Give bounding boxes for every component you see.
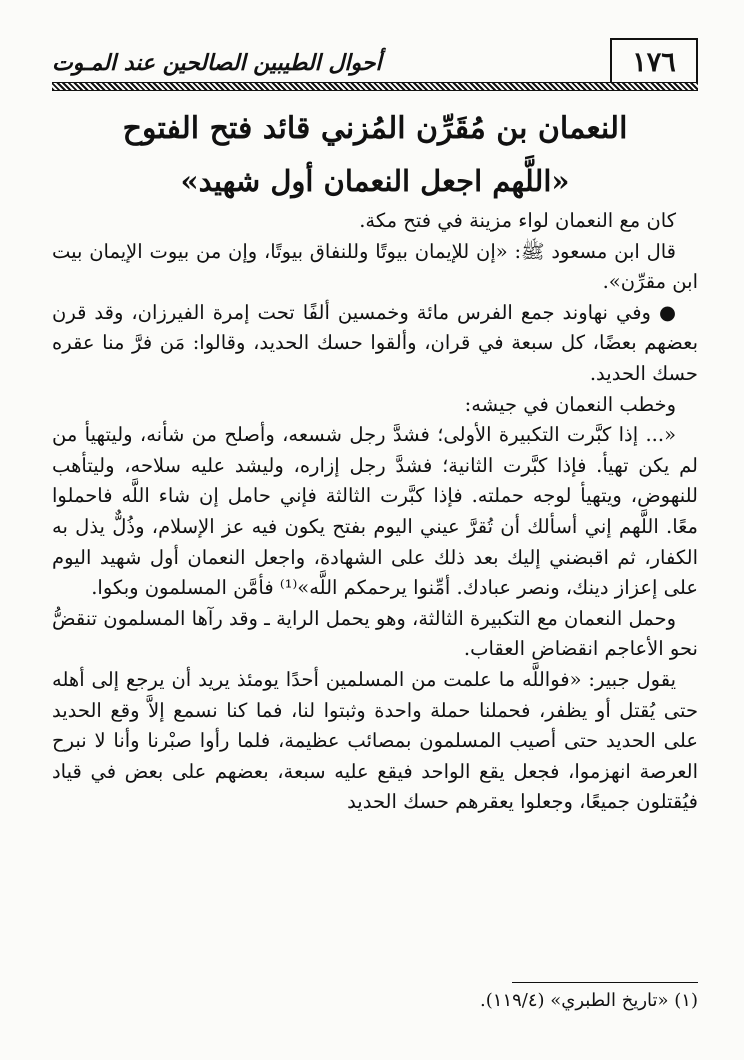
paragraph: قال ابن مسعود ﷺ: «إن للإيمان بيوتًا وللنفاق بيوتًا، وإن من بيوت الإيمان بيت ابن مقرِّن». [52, 239, 698, 294]
page-number: ١٧٦ [610, 38, 698, 84]
footnote-divider [512, 982, 698, 983]
chapter-subtitle: «اللَّهم اجعل النعمان أول شهيد» [180, 164, 570, 198]
chapter-title: النعمان بن مُقَرِّن المُزني قائد فتح الفتوح [122, 111, 628, 146]
paragraph: ● وفي نهاوند جمع الفرس مائة وخمسين ألفًا تحت إمرة الفيرزان، وقد قرن بعضهم بعضًا، كل سبعة في قران، وألقوا حسك الحديد، وقالوا: مَن فرَّ منا عقره حسك الحديد. [52, 300, 699, 385]
header-rule [52, 82, 698, 91]
paragraph: وخطب النعمان في جيشه: [464, 392, 676, 416]
running-title: أحوال الطيبين الصالحين عند المـوت [52, 50, 382, 76]
paragraph: يقول جبير: «فواللَّه ما علمت من المسلمين أحدًا يومئذ يريد أن يرجع إلى أهله حتى يُقتل أو يظفر، فحملنا حملة واحدة وثبتوا لنا، فما كنا نسمع إلاَّ وقع الحديد على الحديد حتى أصيب المسلمون بمصائب عظيمة، فلما رأوا صبْرنا وأنا لا نبرح العرصة انهزموا، فجعل يقع الواحد فيقع عليه سبعة، بعضهم على بعض في قياد فيُقتلون جميعًا، وجعلوا يعقرهم حسك الحديد [52, 667, 698, 814]
paragraph: كان مع النعمان لواء مزينة في فتح مكة. [359, 209, 676, 232]
footnote: (١) «تاريخ الطبري» (١١٩/٤). [480, 990, 698, 1011]
quote-paragraph: «... إذا كبَّرت التكبيرة الأولى؛ فشدَّ رجل شسعه، وأصلح من شأنه، وليتهيأ من لم يكن تهيأ. فإذا كبَّرت الثانية؛ فشدَّ رجل إزاره، وليشد عليه سلاحه، وليتأهب للنهوض، ويتهيأ لوجه حملته. فإذا كبَّرت الثالثة فإني حامل إن شاء اللَّه فاحملوا معًا. اللَّهم إني أسألك أن تُقرَّ عيني اليوم بفتح يكون فيه عز الإسلام، وذُلٌّ يذل به الكفار، ثم اقبضني إليك بعد ذلك على الشهادة، واجعل النعمان أول شهيد اليوم على إعزاز دينك، ونصر عبادك. أمِّنوا يرحمكم اللَّه»⁽¹⁾ فأمَّن المسلمون وبكوا. [52, 423, 698, 600]
page-header [52, 38, 698, 88]
chapter-title-block [52, 104, 698, 208]
paragraph: وحمل النعمان مع التكبيرة الثالثة، وهو يحمل الراية ـ وقد رآها المسلمون تنقضُّ نحو الأعاجم انقضاض العقاب. [52, 606, 698, 661]
body-text [52, 206, 698, 818]
